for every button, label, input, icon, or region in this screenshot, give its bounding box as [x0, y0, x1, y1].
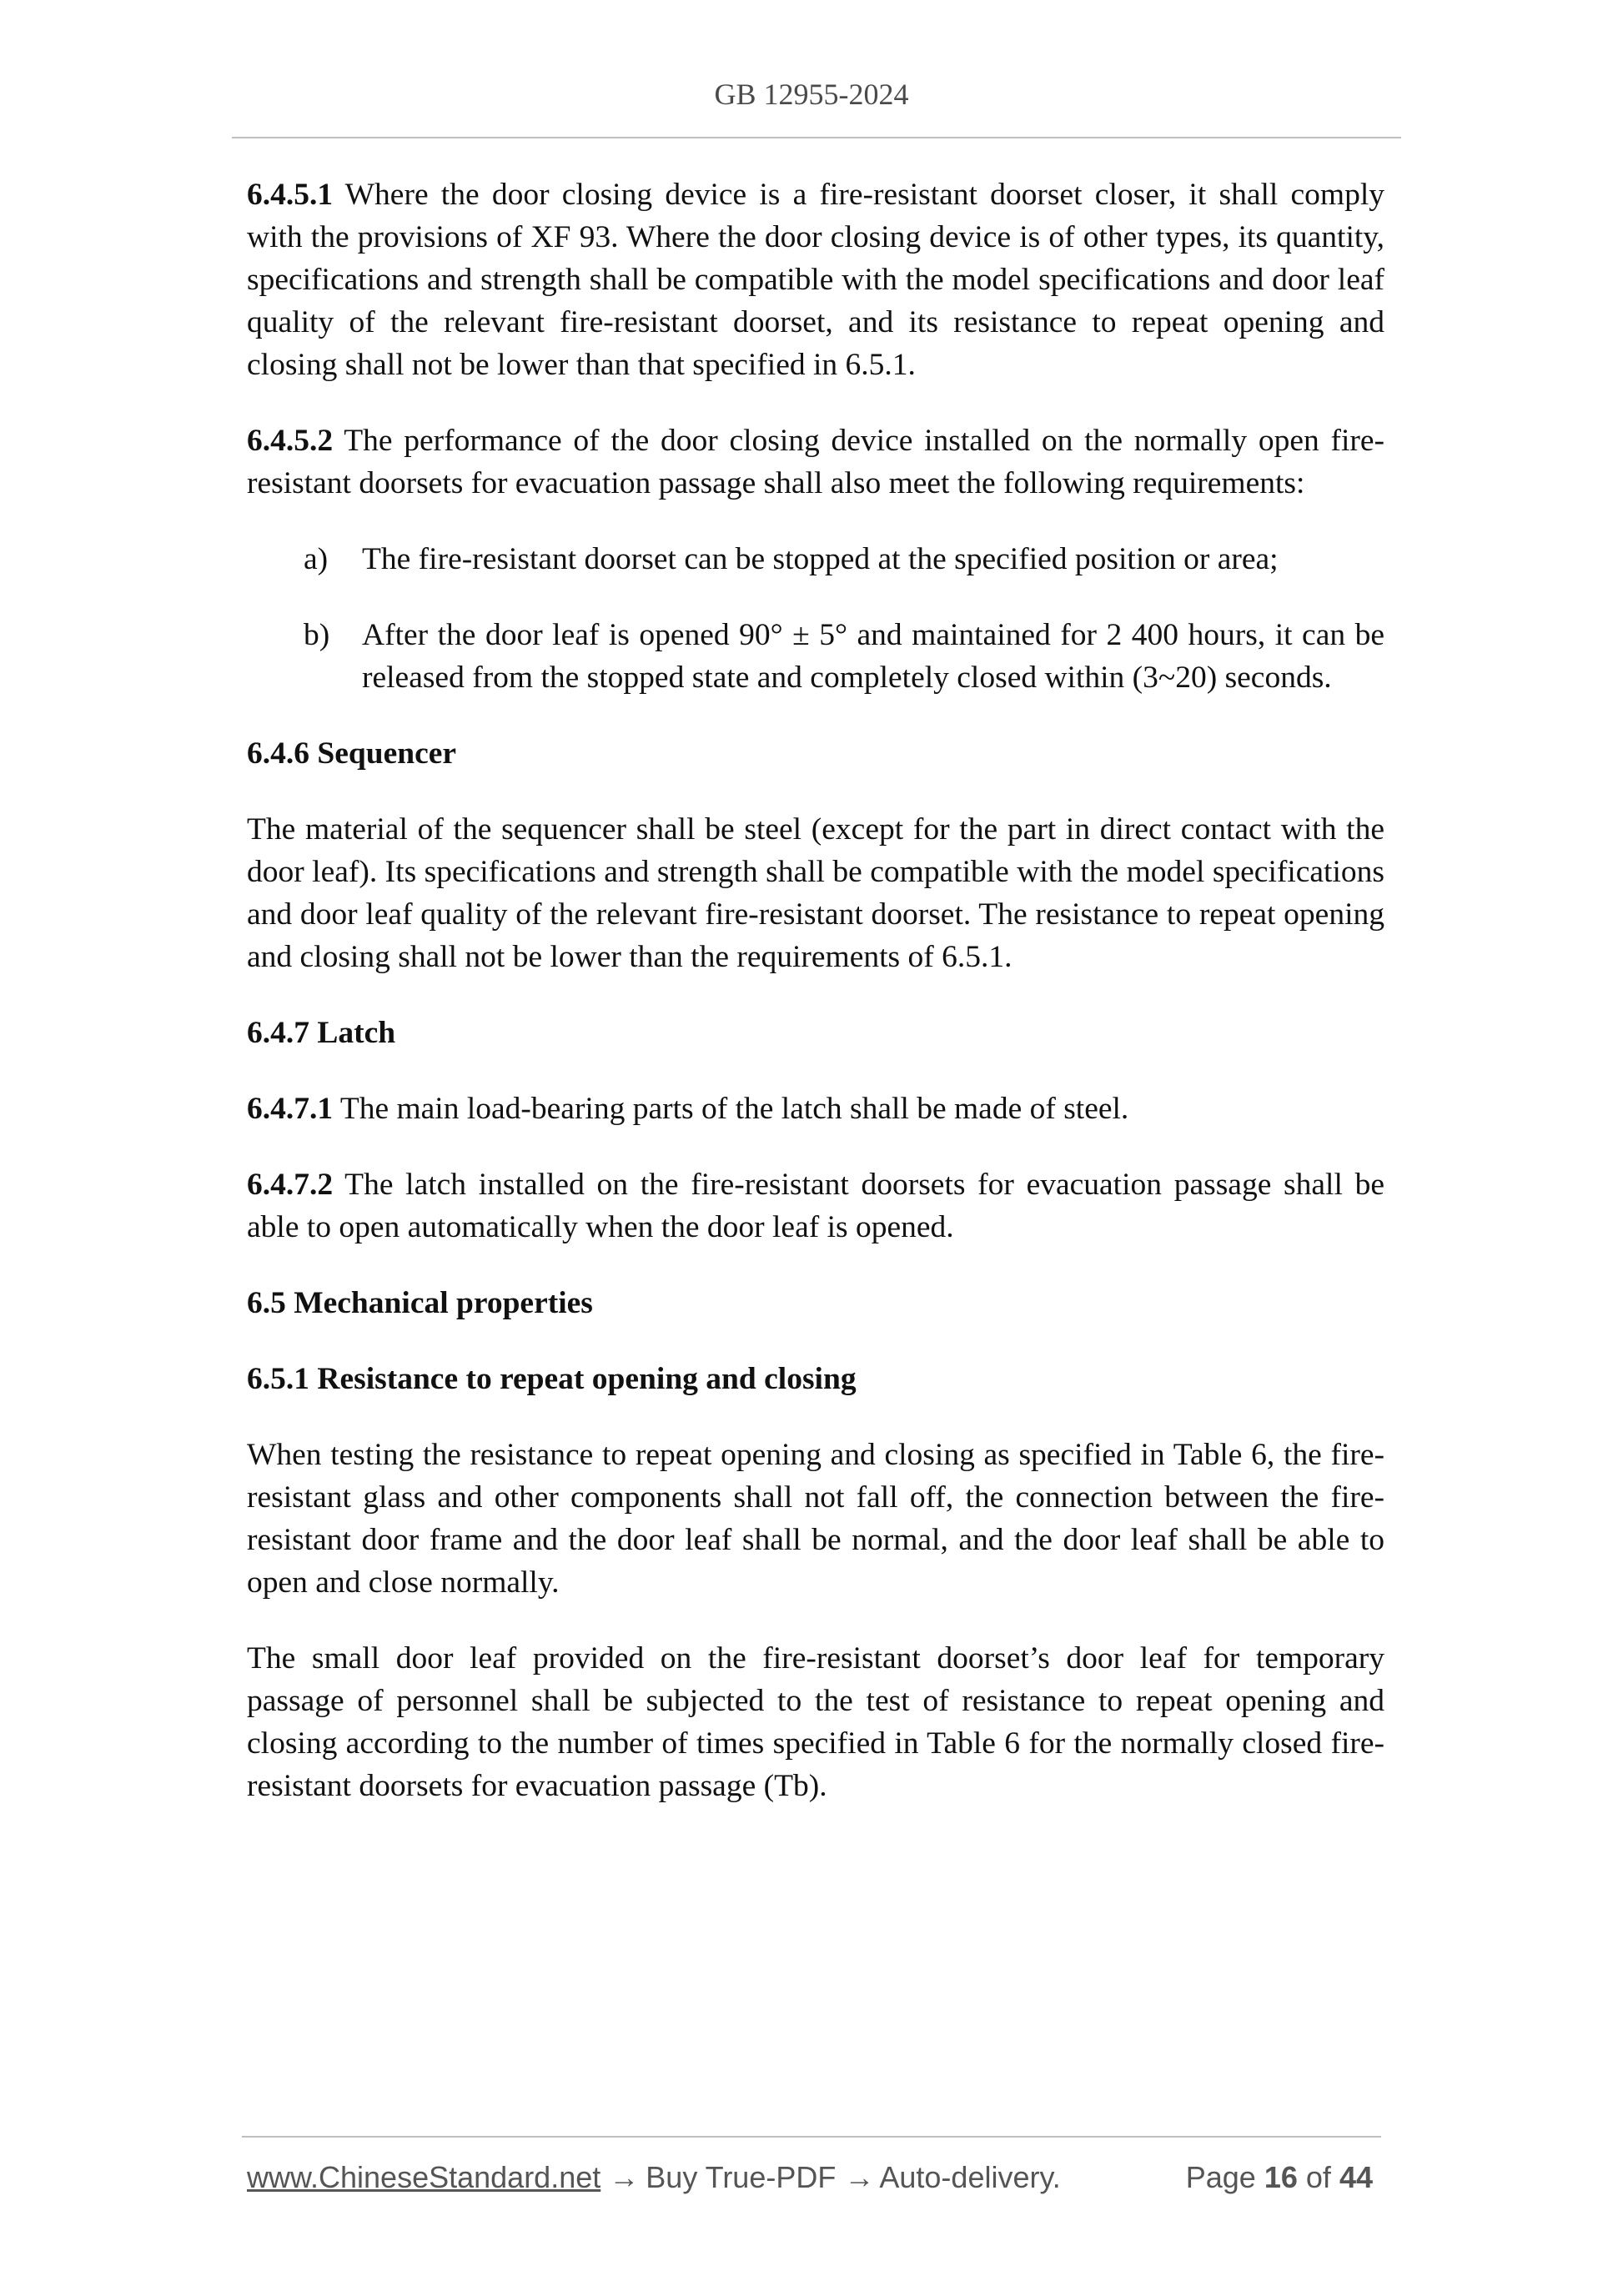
page-header: [0, 0, 1623, 138]
header-divider: [232, 137, 1401, 138]
list-marker: a): [304, 542, 329, 576]
page-label: Page: [1185, 2160, 1256, 2194]
heading-6-4-7: 6.4.7 Latch: [247, 1016, 396, 1050]
list-marker: b): [304, 618, 330, 652]
paragraph-sequencer: The material of the sequencer shall be steel (except for the part in direct contact with the door leaf). Its specifications and strength shall be compatible with the model specifications and door leaf quality of the relevant fire-resistant doorset. The resistance to repeat opening and closing shall not be lower than the requirements of 6.5.1.: [247, 812, 1384, 974]
auto-delivery-text: Auto-delivery.: [879, 2160, 1061, 2194]
clause-label: 6.4.7.1: [247, 1092, 334, 1126]
header-title: GB 12955-2024: [714, 78, 909, 111]
clause-6-4-5-2: [247, 420, 1384, 505]
of-label: of: [1305, 2160, 1331, 2194]
buy-true-pdf-text: Buy True-PDF: [646, 2160, 837, 2194]
clause-text: The performance of the door closing device installed on the normally open fire-resistant doorsets for evacuation passage shall also meet the following requirements:: [247, 424, 1384, 500]
clause-6-4-5-1: [247, 173, 1384, 386]
list-item-b: [247, 614, 1384, 699]
arrow-right-icon: →: [609, 2160, 640, 2194]
page-footer: [247, 2160, 1381, 2202]
clause-text: Where the door closing device is a fire-resistant doorset closer, it shall comply with the provisions of XF 93. Where the door closing device is of other types, its quantity, specifications and strength shall be compatible with the model specifications and door leaf quality of the relevant fire-resistant doorset, and its resistance to repeat opening and closing shall not be lower than that specified in 6.5.1.: [247, 178, 1384, 382]
heading-6-5: 6.5 Mechanical properties: [247, 1286, 593, 1320]
footer-divider: [242, 2136, 1381, 2138]
list-text: The fire-resistant doorset can be stopped at the specified position or area;: [362, 542, 1279, 576]
paragraph-repeat-opening-test: When testing the resistance to repeat opening and closing as specified in Table 6, the fire-resistant glass and other components shall not fall off, the connection between the fire-resistant door frame and the door leaf shall be normal, and the door leaf shall be able to open and close normally.: [247, 1438, 1384, 1600]
total-pages: 44: [1339, 2160, 1373, 2194]
heading-6-5-1: 6.5.1 Resistance to repeat opening and closing: [247, 1362, 857, 1396]
website-link[interactable]: www.ChineseStandard.net: [247, 2160, 601, 2194]
footer-left: [247, 2160, 1061, 2195]
clause-text: The latch installed on the fire-resistant doorsets for evacuation passage shall be able to open automatically when the door leaf is opened.: [247, 1168, 1384, 1244]
list-text: After the door leaf is opened 90° ± 5° and maintained for 2 400 hours, it can be released from the stopped state and completely closed within (3~20) seconds.: [362, 618, 1384, 695]
list-item-a: [247, 538, 1384, 580]
page-content: [247, 173, 1384, 1841]
heading-6-4-6: 6.4.6 Sequencer: [247, 736, 457, 771]
clause-6-4-7-2: [247, 1163, 1384, 1248]
page-number: 16: [1264, 2160, 1298, 2194]
clause-label: 6.4.7.2: [247, 1168, 334, 1202]
clause-label: 6.4.5.2: [247, 424, 334, 458]
clause-6-4-7-1: [247, 1088, 1384, 1130]
clause-label: 6.4.5.1: [247, 178, 334, 212]
clause-text: The main load-bearing parts of the latch shall be made of steel.: [333, 1092, 1129, 1126]
paragraph-small-door-leaf: The small door leaf provided on the fire-resistant doorset’s door leaf for temporary passage of personnel shall be subjected to the test of resistance to repeat opening and closing according to the number of times specified in Table 6 for the normally closed fire-resistant doorsets for evacuation passage (Tb).: [247, 1641, 1384, 1803]
page-counter: [1186, 2160, 1373, 2195]
arrow-right-icon: →: [844, 2160, 875, 2194]
